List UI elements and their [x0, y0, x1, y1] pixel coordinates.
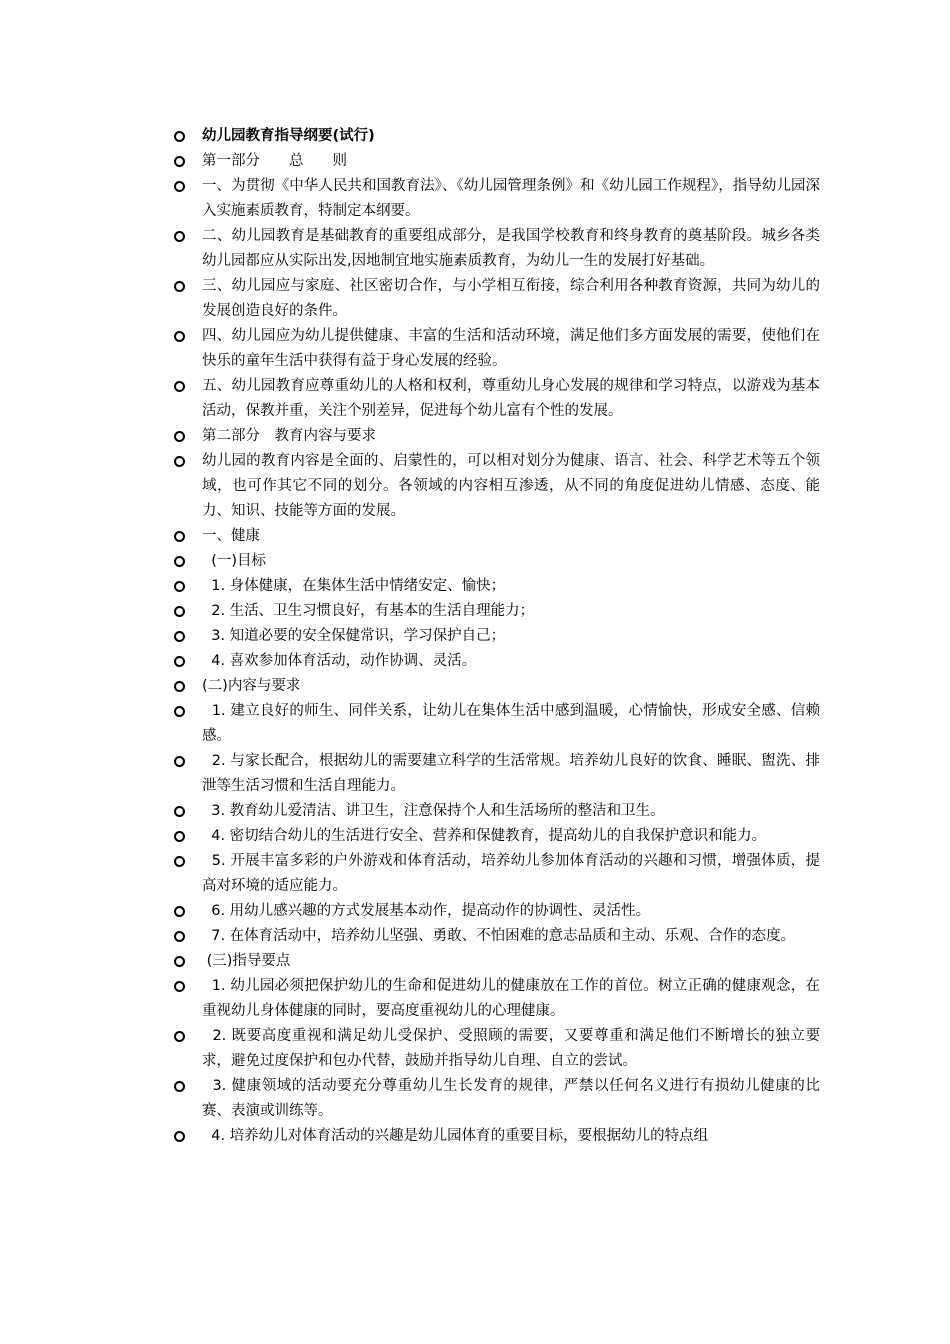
list-item [170, 1124, 820, 1149]
list-item-text: 1. 身体健康，在集体生活中情绪安定、愉快； [202, 578, 506, 594]
list-item-text: 一、为贯彻《中华人民共和国教育法》、《幼儿园管理条例》和《幼儿园工作规程》，指导幼儿园深入实施素质教育，特制定本纲要。 [202, 178, 820, 219]
list-item-text: 3. 教育幼儿爱清洁、讲卫生，注意保持个人和生活场所的整洁和卫生。 [202, 803, 665, 819]
list-item-text: 幼儿园的教育内容是全面的、启蒙性的，可以相对划分为健康、语言、社会、科学艺术等五个领域，也可作其它不同的划分。各领域的内容相互渗透，从不同的角度促进幼儿情感、态度、能力、知识、技能等方面的发展。 [202, 453, 820, 519]
list-item-text: (三)指导要点 [202, 953, 291, 969]
bullet-icon [170, 524, 202, 549]
list-item [170, 599, 820, 624]
circle-bullet-icon [174, 156, 185, 167]
list-item [170, 624, 820, 649]
document-title-item [170, 124, 820, 149]
list-item [170, 699, 820, 749]
circle-bullet-icon [174, 1081, 185, 1092]
list-item-text: 2. 既要高度重视和满足幼儿受保护、受照顾的需要，又要尊重和满足他们不断增长的独立要求，避免过度保护和包办代替，鼓励并指导幼儿自理、自立的尝试。 [202, 1028, 820, 1069]
list-item-text: 3. 知道必要的安全保健常识，学习保护自己； [202, 628, 506, 644]
bullet-list [170, 124, 820, 1149]
bullet-icon [170, 449, 202, 474]
circle-bullet-icon [174, 681, 185, 692]
list-item [170, 424, 820, 449]
circle-bullet-icon [174, 456, 185, 467]
list-item [170, 799, 820, 824]
bullet-icon [170, 924, 202, 949]
bullet-icon [170, 824, 202, 849]
list-item-text: 7. 在体育活动中，培养幼儿坚强、勇敢、不怕困难的意志品质和主动、乐观、合作的态度。 [202, 928, 796, 944]
list-item [170, 674, 820, 699]
list-item [170, 174, 820, 224]
list-item-text: 1. 幼儿园必须把保护幼儿的生命和促进幼儿的健康放在工作的首位。树立正确的健康观念，在重视幼儿身体健康的同时，要高度重视幼儿的心理健康。 [202, 978, 820, 1019]
bullet-icon [170, 699, 202, 724]
circle-bullet-icon [174, 981, 185, 992]
list-item-text: 6. 用幼儿感兴趣的方式发展基本动作，提高动作的协调性、灵活性。 [202, 903, 651, 919]
list-item-text: 五、幼儿园教育应尊重幼儿的人格和权利，尊重幼儿身心发展的规律和学习特点，以游戏为基本活动，保教并重，关注个别差异，促进每个幼儿富有个性的发展。 [202, 378, 820, 419]
circle-bullet-icon [174, 631, 185, 642]
circle-bullet-icon [174, 531, 185, 542]
list-item-text: 4. 喜欢参加体育活动，动作协调、灵活。 [202, 653, 477, 669]
circle-bullet-icon [174, 1131, 185, 1142]
bullet-icon [170, 324, 202, 349]
list-item [170, 949, 820, 974]
list-item-text: 4. 培养幼儿对体育活动的兴趣是幼儿园体育的重要目标，要根据幼儿的特点组 [202, 1128, 709, 1144]
list-item-text: 第一部分 总 则 [202, 153, 347, 169]
circle-bullet-icon [174, 706, 185, 717]
bullet-icon [170, 799, 202, 824]
circle-bullet-icon [174, 656, 185, 667]
list-item [170, 149, 820, 174]
circle-bullet-icon [174, 756, 185, 767]
list-item [170, 849, 820, 899]
bullet-icon [170, 674, 202, 699]
circle-bullet-icon [174, 831, 185, 842]
circle-bullet-icon [174, 581, 185, 592]
list-item-text: (二)内容与要求 [202, 678, 301, 694]
bullet-icon [170, 424, 202, 449]
list-item-text: 四、幼儿园应为幼儿提供健康、丰富的生活和活动环境，满足他们多方面发展的需要，使他们在快乐的童年生活中获得有益于身心发展的经验。 [202, 328, 820, 369]
list-item [170, 1074, 820, 1124]
bullet-icon [170, 599, 202, 624]
list-item-text: 三、幼儿园应与家庭、社区密切合作，与小学相互衔接，综合利用各种教育资源，共同为幼儿的发展创造良好的条件。 [202, 278, 820, 319]
bullet-icon [170, 1124, 202, 1149]
circle-bullet-icon [174, 181, 185, 192]
bullet-icon [170, 124, 202, 149]
list-item [170, 524, 820, 549]
list-item [170, 224, 820, 274]
circle-bullet-icon [174, 806, 185, 817]
bullet-icon [170, 1024, 202, 1049]
circle-bullet-icon [174, 556, 185, 567]
list-item [170, 549, 820, 574]
circle-bullet-icon [174, 131, 185, 142]
circle-bullet-icon [174, 231, 185, 242]
bullet-icon [170, 974, 202, 999]
list-item [170, 899, 820, 924]
bullet-icon [170, 549, 202, 574]
circle-bullet-icon [174, 856, 185, 867]
bullet-icon [170, 149, 202, 174]
list-item [170, 324, 820, 374]
list-item [170, 824, 820, 849]
bullet-icon [170, 224, 202, 249]
list-item-text: 一、健康 [202, 528, 260, 544]
document-title: 幼儿园教育指导纲要(试行) [202, 128, 375, 144]
list-item [170, 574, 820, 599]
list-item [170, 749, 820, 799]
circle-bullet-icon [174, 431, 185, 442]
circle-bullet-icon [174, 931, 185, 942]
bullet-icon [170, 574, 202, 599]
circle-bullet-icon [174, 381, 185, 392]
list-item [170, 974, 820, 1024]
bullet-icon [170, 374, 202, 399]
list-item-text: (一)目标 [202, 553, 267, 569]
bullet-icon [170, 274, 202, 299]
list-item-text: 3. 健康领域的活动要充分尊重幼儿生长发育的规律，严禁以任何名义进行有损幼儿健康的比赛、表演或训练等。 [202, 1078, 820, 1119]
circle-bullet-icon [174, 956, 185, 967]
bullet-icon [170, 949, 202, 974]
list-item-text: 1. 建立良好的师生、同伴关系，让幼儿在集体生活中感到温暖，心情愉快，形成安全感、信赖感。 [202, 703, 820, 744]
list-item-text: 4. 密切结合幼儿的生活进行安全、营养和保健教育，提高幼儿的自我保护意识和能力。 [202, 828, 767, 844]
circle-bullet-icon [174, 281, 185, 292]
circle-bullet-icon [174, 331, 185, 342]
bullet-icon [170, 174, 202, 199]
bullet-icon [170, 749, 202, 774]
list-item [170, 449, 820, 524]
bullet-icon [170, 849, 202, 874]
bullet-icon [170, 899, 202, 924]
list-item [170, 374, 820, 424]
list-item-text: 二、幼儿园教育是基础教育的重要组成部分，是我国学校教育和终身教育的奠基阶段。城乡各类幼儿园都应从实际出发,因地制宜地实施素质教育，为幼儿一生的发展打好基础。 [202, 228, 820, 269]
list-item-text: 第二部分 教育内容与要求 [202, 428, 376, 444]
bullet-icon [170, 1074, 202, 1099]
list-item [170, 649, 820, 674]
list-item-text: 5. 开展丰富多彩的户外游戏和体育活动，培养幼儿参加体育活动的兴趣和习惯，增强体质，提高对环境的适应能力。 [202, 853, 820, 894]
circle-bullet-icon [174, 606, 185, 617]
bullet-icon [170, 649, 202, 674]
list-item [170, 1024, 820, 1074]
circle-bullet-icon [174, 906, 185, 917]
list-item [170, 924, 820, 949]
list-item-text: 2. 与家长配合，根据幼儿的需要建立科学的生活常规。培养幼儿良好的饮食、睡眠、盥洗、排泄等生活习惯和生活自理能力。 [202, 753, 820, 794]
circle-bullet-icon [174, 1031, 185, 1042]
list-item [170, 274, 820, 324]
list-item-text: 2. 生活、卫生习惯良好，有基本的生活自理能力； [202, 603, 535, 619]
bullet-icon [170, 624, 202, 649]
